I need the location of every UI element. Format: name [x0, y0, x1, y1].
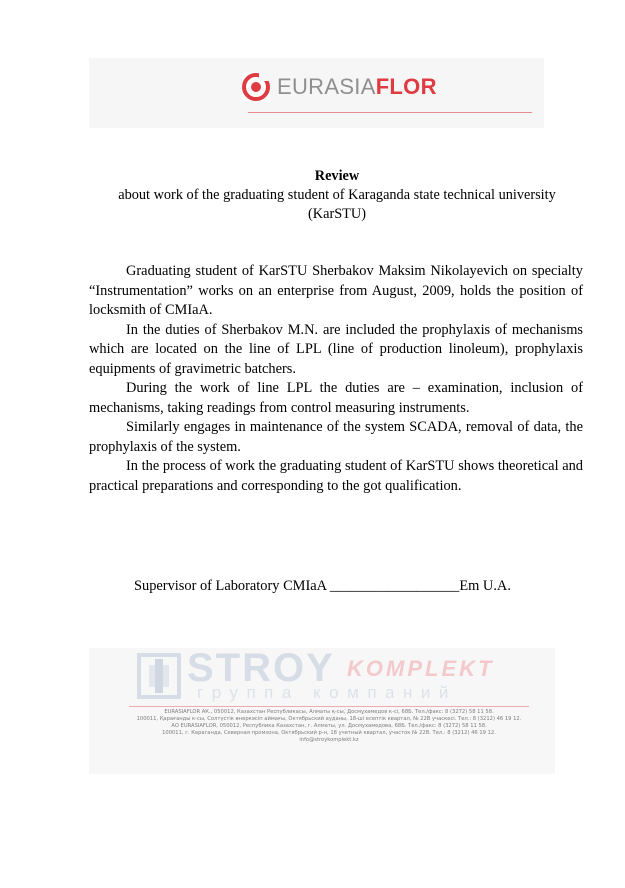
body-paragraph: In the duties of Sherbakov M.N. are included the prophylaxis of mechanisms which are located on the line of LPL (line of production linoleum), prophylaxis equipments of gravimetric batchers. [89, 321, 583, 377]
body-paragraph: Similarly engages in maintenance of the system SCADA, removal of data, the prophylaxis of the system. [89, 419, 583, 455]
footer-brand-sub: KOMPLEKT [347, 656, 495, 681]
eurasiaflor-logo-icon [241, 72, 271, 102]
footer-tagline: группа компаний [197, 683, 457, 702]
eurasiaflor-logo [241, 72, 437, 102]
signature-line: Supervisor of Laboratory CMIaA __________________Em U.A. [134, 578, 511, 594]
title-line-2: (KarSTU) [308, 206, 366, 222]
footer-contact-line: 100011, Қарағанды к-сы, Солтүстік өнеркәсіп аймағы, Октябрьский ауданы, 18-ші есептік квартал, № 22В учаскесі. Тел.: 8 (3212) 46 19 12. [136, 715, 522, 722]
body-paragraph: Graduating student of KarSTU Sherbakov Maksim Nikolayevich on specialty “Instrumentation” works on an enterprise from August, 2009, holds the position of locksmith of CMIaA. [89, 263, 583, 318]
body-paragraph: In the process of work the graduating student of KarSTU shows theoretical and practical preparations and corresponding to the got qualification. [89, 458, 583, 494]
body-paragraph: During the work of line LPL the duties are – examination, inclusion of mechanisms, taking readings from control measuring instruments. [89, 380, 583, 416]
logo-wordmark [277, 72, 437, 102]
footer-divider [129, 706, 529, 707]
header-divider [248, 112, 532, 113]
title-heading: Review [314, 168, 360, 184]
footer-contact-block [129, 709, 529, 744]
footer-contact-line: 100011, г. Караганда, Северная промзона, Октябрьский р-н, 18 учетный квартал, участок № 22В. Тел.: 8 (3212) 46 19 12. [162, 729, 496, 736]
footer-contact-line: EURASIAFLOR АК., 050012, Казахстан Республикасы, Алматы қ-сы, Досмұхамедов к-сі, 68Б. Тел./факс: 8 (3272) 58 11 58. [164, 709, 494, 715]
footer-email: info@stroykomplekt.kz [299, 736, 359, 743]
logo-text-flor: FLOR [375, 74, 437, 99]
footer-contact-line: АО EURASIAFLOR, 050012, Республика Казахстан, г. Алматы, ул. Досмухамедова, 68Б. Тел./факс: 8 (3272) 58 11 58. [171, 722, 487, 729]
footer-brand: STROY [187, 646, 335, 690]
title-line-1: about work of the graduating student of Karaganda state technical university [118, 187, 556, 203]
letterhead-footer [89, 648, 555, 774]
logo-text-eurasia: EURASIA [277, 74, 376, 99]
review-body [89, 262, 583, 496]
stroykomplekt-logo-icon [137, 651, 183, 701]
document-title [89, 167, 585, 224]
letterhead-header [89, 58, 544, 128]
